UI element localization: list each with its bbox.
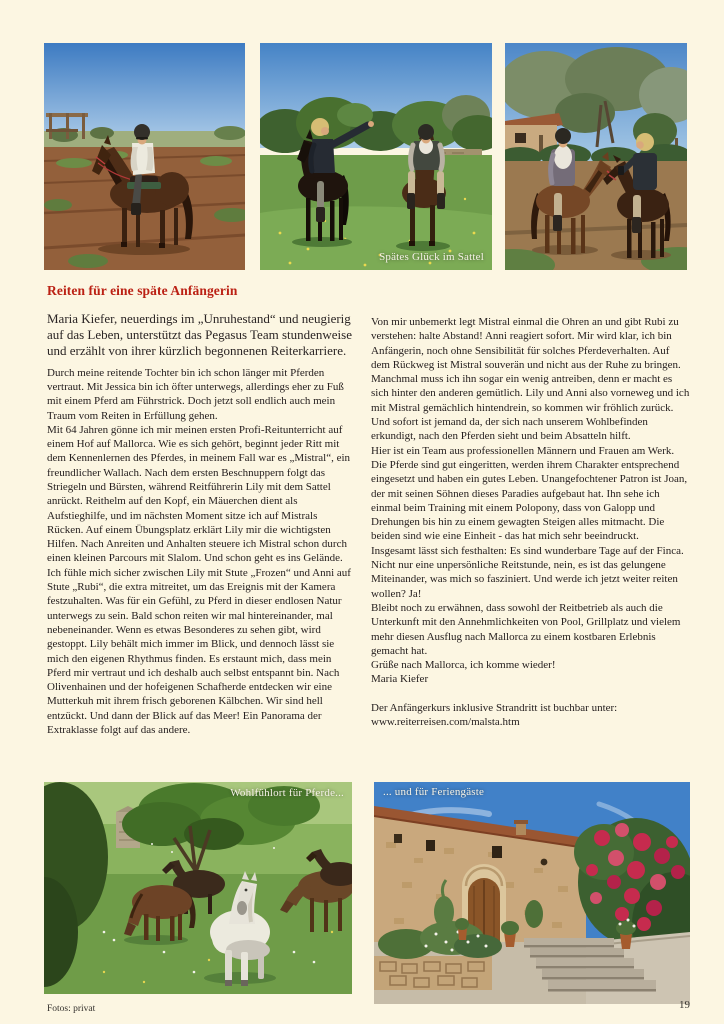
article-author: Maria Kiefer [371, 673, 429, 686]
photo-caption-saddle-luck: Spätes Glück im Sattel [379, 251, 484, 263]
article-greeting: Grüße nach Mallorca, ich komme wieder! [371, 659, 556, 672]
article-paragraph: Und sofort ist jemand da, der sich nach unserem Wohlbefinden erkundigt, nach den Pferden sieht und beim Absatteln hilft. [371, 416, 648, 443]
article-paragraph: Von mir unbemerkt legt Mistral einmal die Ohren an und gibt Rubi zu verstehen: halte Abstand! Anni reagiert sofort. Mir wird klar, ich bin Anfängerin, noch ohne Sensibilität für solches Pferdeverhalten. Auf dem Rückweg ist Mistral souverän und nicht aus der Ruhe zu bringen. Manchmal muss ich ihn sogar ein wenig antreiben, denn er macht es sich hinter den anderen gemütlich. Lily und Anni also vorneweg und ich mit Mistral gemächlich hintendrein, so kommen wir fröhlich zurück. [371, 316, 690, 414]
article-paragraph: Insgesamt lässt sich festhalten: Es sind wunderbare Tage auf der Finca. Nicht nur eine unpersönliche Reitstunde, nein, es ist das gelungene Miteinander, was mich so fasziniert. Und werde ich jetzt weiter reiten wollen? Ja! [371, 544, 684, 600]
page-number: 19 [679, 999, 690, 1011]
article-intro: Maria Kiefer, neuerdings im „Unruhestand“ und neugierig auf das Leben, unterstützt das Pegasus Team stundenweise und erzählt von ihrer kürzlich begonnenen Reiterkarriere. [47, 311, 352, 359]
article-left-column [47, 311, 353, 737]
article-paragraph: Durch meine reitende Tochter bin ich schon länger mit Pferden vertraut. Mit Jessica bin ich öfter unterwegs, allerdings eher zu Fuß mit einem Pferd am Führstrick. Doch jetzt soll endlich auch mein Traum vom Reiten in Erfüllung gehen. [47, 366, 344, 422]
photo-finca-building [374, 782, 690, 1004]
photo-caption-horses-wellbeing: Wohlfühlort für Pferde... [230, 787, 344, 799]
photo-horses-meadow [44, 782, 352, 994]
article-right-column [371, 315, 690, 730]
photo-two-riders-farmyard [505, 43, 687, 270]
article-paragraph: Hier ist ein Team aus professionellen Männern und Frauen am Werk. Die Pferde sind gut eingeritten, werden ihrem Charakter entsprechend eingesetzt und haben ein gutes Leben. Unangefochtener Patron ist Joan, der mit seinen Söhnen dieses Paradies aufgebaut hat. Ihn sehe ich einmal beim Training mit einem Polopony, dass von Galopp und Drehungen bis hin zu einem gewagten Steigen alles mitmacht. Die beiden sind wie eine Einheit - das hat mich sehr beeindruckt. [371, 444, 688, 543]
article-paragraph: Mit 64 Jahren gönne ich mir meinen ersten Profi-Reitunterricht auf einem Hof auf Mallorca. Wie es sich gehört, beginnt jeder Ritt mit dem Kennenlernen des Pferdes, in meinem Fall war es „Mistral“, ein freundlicher Wallach. Nach dem ersten Beschnuppern folgt das Striegeln und Bürsten, während Reitführerin Lily mit dem Sattel anrückt. Reithelm auf den Kopf, ein Mäuerchen dient als Aufstieghilfe, und im nächsten Moment sitze ich auf Mistrals Rücken. Auf einem Übungsplatz erklärt Lily mir die wichtigsten Hilfen. Nach Anreiten und Anhalten steuere ich Mistral schon durch einen kleinen Parcours mit Slalom. Und schon geht es ins Gelände. Ich fühle mich sicher zwischen Lily mit Stute „Frozen“ und Anni auf Stute „Rubi“, die extra mitreitet, um das Ereignis mit der Kamera festzuhalten. Was für ein Gefühl, zu Pferd in dieser endlosen Natur unterwegs zu sein. Bald schon reiten wir mal hintereinander, mal nebeneinander. Wenn es etwas Besonderes zu sehen gibt, wird gestoppt. Lily behält mich immer im Blick, und dennoch lässt sie mich den eigenen Rhythmus finden. Es erstaunt mich, dass mein Pferd mir vertraut und ich deshalb auch selbst entspannt bin. Nach Olivenhainen und der hofeigenen Schafherde entdecken wir eine Mutterkuh mit ihrem frisch geborenen Kälbchen. Wir sind hell entzückt. Und dann der Blick auf das Meer! Ein Panorama der Extraklasse folgt auf das andere. [47, 423, 351, 737]
photo-credit: Fotos: privat [47, 1004, 96, 1014]
booking-info-line: Der Anfängerkurs inklusive Strandritt ist buchbar unter: [371, 702, 618, 715]
photo-rider-on-brown-horse [44, 43, 245, 270]
article-paragraph: Bleibt noch zu erwähnen, dass sowohl der Reitbetrieb als auch die Unterkunft mit den Annehmlichkeiten von Pool, Grillplatz und vielem mehr diesen Ausflug nach Mallorca zu einem kostbaren Erlebnis gemacht hat. [371, 601, 681, 657]
booking-url-link[interactable]: www.reiterreisen.com/malsta.htm [371, 716, 520, 729]
photo-caption-finca-guests: ... und für Feriengäste [383, 786, 485, 798]
article-headline: Reiten für eine späte Anfängerin [47, 283, 238, 298]
photo-riders-pointing-meadow [260, 43, 492, 270]
top-photo-row [44, 43, 687, 270]
